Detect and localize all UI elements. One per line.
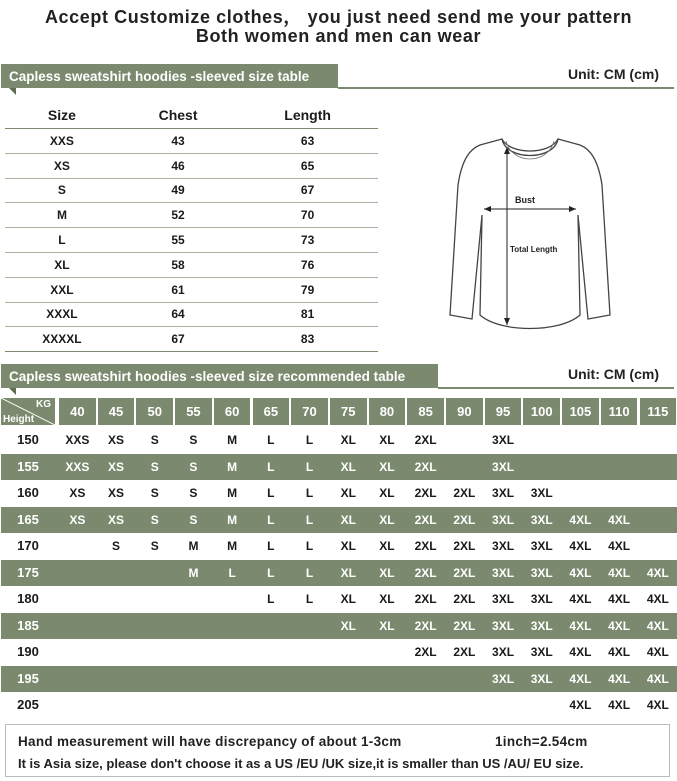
table-row [5,178,378,203]
size-recommendation-cell: 4XL [569,565,592,580]
size-recommendation-cell [214,692,251,719]
weight-header-cell: 60 [214,398,251,425]
size-cell: XXXL [5,302,119,327]
height-cell: 190 [17,644,39,659]
corner-weight-label: KG [36,399,51,410]
size-recommendation-cell [369,666,406,693]
size-recommendation-cell: L [267,459,275,474]
size-recommendation-cell: XL [340,592,356,606]
size-recommendation-cell [330,666,367,693]
size-recommendation-cell: M [227,539,238,553]
size-recommendation-cell [175,692,212,719]
size-recommendation-cell: 3XL [492,539,515,553]
size-recommendation-cell [214,586,251,613]
size-recommendation-cell [640,480,677,507]
weight-header-cell: 70 [291,398,328,425]
rec-table-rule [438,387,674,389]
size-recommendation-cell: 4XL [646,592,669,606]
length-cell: 70 [237,203,378,228]
size-recommendation-cell: S [150,512,159,527]
size-recommendation-cell: XL [379,539,395,553]
weight-header-cell: 95 [485,398,522,425]
size-recommendation-cell: S [189,486,198,500]
size-recommendation-cell [523,427,560,454]
size-cell: XXL [5,277,119,302]
weight-header-cell: 115 [640,398,677,425]
size-recommendation-cell [446,666,483,693]
chest-cell: 55 [119,228,237,253]
size-recommendation-cell [562,454,599,481]
size-recommendation-cell: 4XL [608,592,631,606]
size-table-title: Capless sweatshirt hoodies -sleeved size table [9,68,310,84]
size-recommendation-cell [291,666,328,693]
size-recommendation-cell: S [150,539,159,553]
rec-table-banner [1,364,438,388]
table-row [1,586,677,613]
size-recommendation-cell: XL [379,459,395,474]
size-recommendation-cell [175,586,212,613]
size-recommendation-cell: XS [108,486,125,500]
size-recommendation-cell: XL [340,459,356,474]
size-recommendation-cell: 4XL [608,512,631,527]
size-recommendation-cell [136,586,173,613]
size-recommendation-cell: XS [108,512,125,527]
weight-header-cell: 45 [98,398,135,425]
size-recommendation-cell: 2XL [414,486,437,500]
size-recommendation-cell: L [267,539,275,553]
corner-cell [1,398,55,425]
size-recommendation-cell: 3XL [492,512,515,527]
length-cell: 76 [237,252,378,277]
size-recommendation-cell [98,613,135,640]
size-recommendation-cell [136,666,173,693]
size-recommendation-cell: M [227,512,238,527]
size-recommendation-cell: XL [340,433,356,447]
size-recommendation-cell: 2XL [453,512,476,527]
size-recommendation-cell: 2XL [414,592,437,606]
size-recommendation-cell: 2XL [414,565,437,580]
size-recommendation-cell: XL [379,618,395,633]
size-recommendation-cell [562,427,599,454]
size-recommendation-cell [98,560,135,587]
size-recommendation-cell: L [305,433,314,447]
size-recommendation-cell [407,692,444,719]
table-row [1,533,677,560]
size-recommendation-cell [175,639,212,666]
size-recommendation-cell [98,586,135,613]
footer-discrepancy: Hand measurement will have discrepancy of about 1-3cm [18,734,402,749]
size-recommendation-cell [59,586,96,613]
size-recommendation-cell: 4XL [608,539,631,553]
size-recommendation-cell [59,692,96,719]
size-recommendation-cell [601,454,638,481]
size-recommendation-cell: S [189,512,198,527]
size-recommendation-cell: XL [340,565,356,580]
rec-table-title: Capless sweatshirt hoodies -sleeved size recommended table [9,368,406,384]
weight-header-cell: 75 [330,398,367,425]
size-recommendation-cell: 3XL [530,592,553,606]
size-table-unit: Unit: CM (cm) [568,66,659,82]
size-recommendation-cell [446,692,483,719]
size-recommendation-cell: L [267,433,275,447]
size-recommendation-cell: XL [379,565,395,580]
height-cell: 185 [17,617,39,633]
size-recommendation-cell: 4XL [608,618,631,633]
size-recommendation-cell: S [189,433,198,447]
column-header-chest: Chest [119,101,237,129]
size-recommendation-cell: 2XL [453,592,476,606]
size-recommendation-cell [136,560,173,587]
height-cell: 165 [17,511,39,527]
size-recommendation-cell [446,427,483,454]
size-recommendation-cell [523,454,560,481]
size-recommendation-cell: L [228,565,236,580]
size-table [5,101,378,352]
size-recommendation-cell [253,613,290,640]
length-cell: 67 [237,178,378,203]
size-recommendation-cell: XXS [65,433,90,447]
size-recommendation-cell: L [305,592,314,606]
headline-unisex: Both women and men can wear [195,26,482,46]
size-recommendation-cell [253,692,290,719]
size-table-rule [338,87,674,89]
column-header-size: Size [5,101,119,129]
height-cell: 155 [17,458,39,474]
chest-cell: 52 [119,203,237,228]
size-cell: M [5,203,119,228]
size-recommendation-cell [291,613,328,640]
length-label: Total Length [510,245,558,254]
height-cell: 170 [17,538,39,553]
size-recommendation-cell: 3XL [492,433,515,447]
size-recommendation-cell: S [150,486,159,500]
table-row [5,277,378,302]
size-recommendation-cell [523,692,560,719]
chest-cell: 46 [119,153,237,178]
size-recommendation-cell: XL [379,512,395,527]
size-recommendation-cell: 3XL [530,539,553,553]
size-recommendation-cell [214,666,251,693]
length-cell: 73 [237,228,378,253]
length-cell: 83 [237,327,378,352]
rec-banner-arrow-icon [9,388,16,395]
size-recommendation-cell: M [188,565,199,580]
size-recommendation-cell: XS [69,512,86,527]
height-cell: 180 [17,591,39,606]
size-recommendation-cell: 4XL [646,565,669,580]
size-recommendation-cell: 4XL [608,645,631,659]
height-cell: 175 [17,564,39,580]
weight-header-cell: 40 [59,398,96,425]
table-row [1,613,677,640]
table-row [5,153,378,178]
size-recommendation-cell: 3XL [530,671,553,686]
size-recommendation-cell [640,507,677,534]
size-recommendation-cell: M [227,433,238,447]
chest-cell: 67 [119,327,237,352]
size-recommendation-cell: 4XL [646,618,669,633]
size-recommendation-cell: 3XL [492,459,515,474]
size-recommendation-cell [214,613,251,640]
size-recommendation-cell: XL [340,539,356,553]
size-recommendation-cell: 2XL [414,459,437,474]
size-recommendation-cell: XXS [65,459,90,474]
footer-note [5,724,670,777]
size-recommendation-cell [98,692,135,719]
footer-asia-size: It is Asia size, please don't choose it as a US /EU /UK size,it is smaller than US /AU/ EU size. [18,756,584,771]
size-recommendation-cell: XL [379,592,395,606]
size-recommendation-cell: 2XL [453,539,476,553]
size-recommendation-cell: L [305,539,314,553]
size-recommendation-cell: XS [108,459,125,474]
size-recommendation-cell: S [112,539,121,553]
size-recommendation-cell: 4XL [569,698,592,712]
size-cell: L [5,228,119,253]
table-row [5,327,378,352]
size-recommendation-cell: XL [340,618,356,633]
height-cell: 205 [17,697,39,712]
column-header-length: Length [237,101,378,129]
weight-header-cell: 50 [136,398,173,425]
size-recommendation-cell: 4XL [608,698,631,712]
size-recommendation-cell: S [189,459,198,474]
length-cell: 81 [237,302,378,327]
chest-cell: 61 [119,277,237,302]
size-recommendation-cell: 3XL [530,645,553,659]
height-cell: 160 [17,485,39,500]
size-recommendation-cell [640,533,677,560]
length-cell: 63 [237,129,378,154]
length-cell: 79 [237,277,378,302]
weight-header-cell: 80 [369,398,406,425]
size-recommendation-cell: 4XL [569,618,592,633]
size-recommendation-cell [175,666,212,693]
size-recommendation-cell: L [305,459,314,474]
size-recommendation-cell [291,639,328,666]
size-recommendation-cell [59,560,96,587]
corner-height-label: Height [3,414,35,425]
size-recommendation-cell [446,454,483,481]
size-recommendation-cell: 2XL [414,539,437,553]
size-recommendation-cell: 4XL [569,512,592,527]
size-recommendation-cell: 3XL [530,486,553,500]
weight-header-cell: 100 [523,398,560,425]
size-recommendation-cell: 2XL [453,618,476,633]
size-recommendation-cell: 3XL [492,671,515,686]
size-recommendation-cell: 2XL [414,512,437,527]
rec-table-header-row [1,398,677,427]
size-recommendation-cell: M [188,539,199,553]
size-recommendation-cell [59,533,96,560]
table-row [5,129,378,154]
size-recommendation-cell: 4XL [569,671,592,686]
size-recommendation-cell: M [227,486,238,500]
size-recommendation-cell: 2XL [414,433,437,447]
height-cell: 195 [17,670,39,686]
size-recommendation-cell: 4XL [646,671,669,686]
table-row [1,666,677,693]
size-recommendation-cell: 3XL [492,486,515,500]
chest-cell: 49 [119,178,237,203]
size-recommendation-cell: 3XL [530,565,553,580]
size-recommendation-cell [369,639,406,666]
size-recommendation-cell: XS [69,486,86,500]
footer-conversion: 1inch=2.54cm [495,734,588,749]
size-recommendation-cell: 4XL [569,645,592,659]
size-recommendation-cell: 2XL [453,645,476,659]
table-row [1,454,677,481]
table-row [1,639,677,666]
size-recommendation-cell [59,666,96,693]
size-recommendation-cell: 4XL [646,698,669,712]
table-row [1,480,677,507]
weight-header-cell: 110 [601,398,638,425]
weight-header-cell: 55 [175,398,212,425]
size-recommendation-cell: XS [108,433,125,447]
size-recommendation-cell: 2XL [414,618,437,633]
rec-table-unit: Unit: CM (cm) [568,366,659,382]
size-recommendation-cell: 3XL [492,645,515,659]
size-recommendation-cell: M [227,459,238,474]
table-row [5,228,378,253]
length-cell: 65 [237,153,378,178]
size-recommendation-cell [407,666,444,693]
size-table-banner [1,64,338,88]
size-recommendation-cell [214,639,251,666]
size-recommendation-cell: 3XL [530,618,553,633]
size-recommendation-cell: L [267,592,275,606]
size-recommendation-cell: L [267,565,275,580]
size-recommendation-cell: 4XL [608,671,631,686]
weight-header-cell: 105 [562,398,599,425]
size-recommendation-cell [640,427,677,454]
size-cell: S [5,178,119,203]
size-recommendation-cell [253,666,290,693]
size-recommendation-cell: 4XL [608,565,631,580]
size-recommendation-cell [136,639,173,666]
size-recommendation-cell: 3XL [492,565,515,580]
size-recommendation-cell: L [305,512,314,527]
size-recommendation-cell: 4XL [569,592,592,606]
size-recommendation-cell [98,666,135,693]
sweatshirt-diagram [440,125,620,335]
table-row [5,302,378,327]
size-recommendation-cell: S [150,433,159,447]
size-recommendation-cell: L [305,486,314,500]
weight-header-cell: 65 [253,398,290,425]
size-recommendation-cell: XL [379,486,395,500]
size-recommendation-cell [175,613,212,640]
table-row [5,252,378,277]
size-recommendation-cell [562,480,599,507]
size-cell: XXS [5,129,119,154]
size-recommendation-cell: 3XL [530,512,553,527]
table-row [1,427,677,454]
size-recommendation-cell: S [150,459,159,474]
size-recommendation-cell: 3XL [492,618,515,633]
size-recommendation-cell: 4XL [646,645,669,659]
size-recommendation-cell: XL [340,486,356,500]
size-recommendation-cell [640,454,677,481]
size-recommendation-cell: 2XL [453,486,476,500]
weight-header-cell: 90 [446,398,483,425]
size-recommendation-cell [369,692,406,719]
size-recommendation-cell [59,639,96,666]
size-recommendation-cell [485,692,522,719]
size-recommendation-cell [98,639,135,666]
size-recommendation-cell: 3XL [492,592,515,606]
size-recommendation-cell: L [267,486,275,500]
size-cell: XS [5,153,119,178]
table-row [5,203,378,228]
size-cell: XL [5,252,119,277]
table-row [1,507,677,534]
size-recommendation-cell: L [305,565,314,580]
chest-cell: 64 [119,302,237,327]
height-cell: 150 [17,432,39,447]
sweatshirt-outline-icon [450,139,610,329]
banner-arrow-icon [9,88,16,95]
size-recommendation-cell [330,692,367,719]
size-recommendation-cell: 2XL [414,645,437,659]
size-recommendation-cell: XL [340,512,356,527]
size-recommendation-cell [136,692,173,719]
size-recommendation-cell [59,613,96,640]
table-row [1,692,677,719]
table-row [1,560,677,587]
headline-customize: Accept Customize clothes， you just need send me your pattern [44,7,633,27]
recommended-size-table [1,398,677,719]
size-recommendation-cell [601,427,638,454]
size-recommendation-cell [253,639,290,666]
size-cell: XXXXL [5,327,119,352]
chest-cell: 58 [119,252,237,277]
size-recommendation-cell: 4XL [569,539,592,553]
size-table-header-row [5,101,378,129]
chest-cell: 43 [119,129,237,154]
size-recommendation-cell: 2XL [453,565,476,580]
bust-label: Bust [515,195,535,205]
size-recommendation-cell: L [267,512,275,527]
weight-header-cell: 85 [407,398,444,425]
size-recommendation-cell [136,613,173,640]
size-recommendation-cell [330,639,367,666]
size-recommendation-cell [291,692,328,719]
size-recommendation-cell: XL [379,433,395,447]
size-recommendation-cell [601,480,638,507]
